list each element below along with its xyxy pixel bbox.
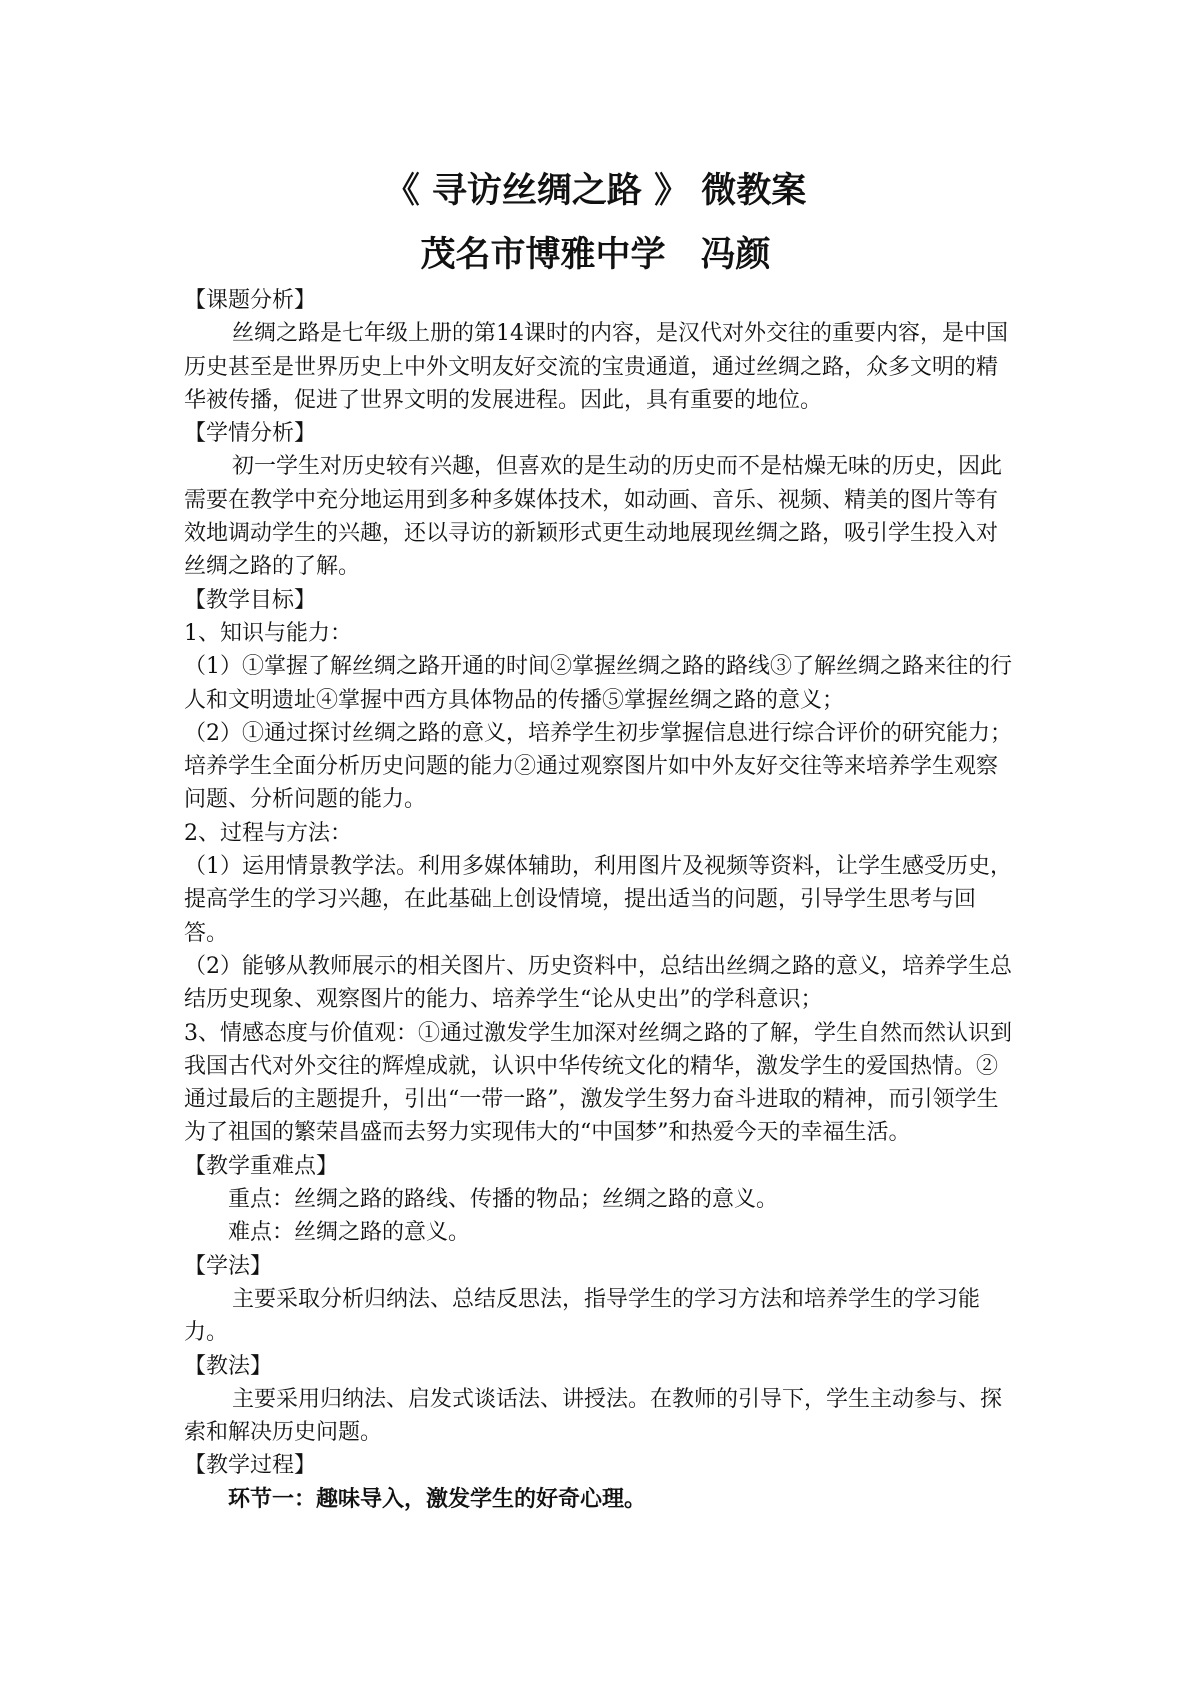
- topic-analysis-heading: 【课题分析】: [184, 288, 317, 313]
- teaching-process-heading: 【教学过程】: [184, 1453, 317, 1479]
- key-difficult-heading: 【教学重难点】: [184, 1153, 339, 1179]
- goal-attitude: 3、情感态度与价值观：①通过激发学生加深对丝绸之路的了解，学生自然而然认识到我国古代对外交往的辉煌成就，认识中华传统文化的精华，激发学生的爱国热情。②通过最后的主题提升，引出“一带一路”，激发学生努力奋斗进取的精神，而引领学生为了祖国的繁荣昌盛而去努力实现伟大的“中国梦”和热爱今天的幸福生活。: [184, 1020, 1012, 1146]
- goal-knowledge-item-2: （2）①通过探讨丝绸之路的意义，培养学生初步掌握信息进行综合评价的研究能力；培养学生全面分析历史问题的能力②通过观察图片如中外友好交往等来培养学生观察问题、分析问题的能力。: [184, 720, 1012, 813]
- document-subtitle: 茂名市博雅中学 冯颜: [420, 235, 771, 275]
- goal-process-title: 2、过程与方法：: [184, 820, 352, 846]
- goal-process-item-2: （2）能够从教师展示的相关图片、历史资料中，总结出丝绸之路的意义，培养学生总结历史现象、观察图片的能力、培养学生“论从史出”的学科意识；: [184, 953, 1012, 1013]
- topic-analysis-text: 丝绸之路是七年级上册的第14课时的内容，是汉代对外交往的重要内容，是中国历史甚至是世界历史上中外文明友好交流的宝贵通道，通过丝绸之路，众多文明的精华被传播，促进了世界文明的发展进程。因此，具有重要的地位。: [184, 321, 1008, 413]
- study-method-heading: 【学法】: [184, 1253, 273, 1279]
- teaching-goals-heading: 【教学目标】: [184, 587, 317, 613]
- teaching-method-text: 主要采用归纳法、启发式谈话法、讲授法。在教师的引导下，学生主动参与、探索和解决历史问题。: [184, 1386, 1003, 1446]
- key-point: 重点：丝绸之路的路线、传播的物品；丝绸之路的意义。: [228, 1187, 779, 1213]
- student-analysis-text: 初一学生对历史较有兴趣，但喜欢的是生动的历史而不是枯燥无味的历史，因此需要在教学中充分地运用到多种多媒体技术，如动画、音乐、视频、精美的图片等有效地调动学生的兴趣，还以寻访的新颖形式更生动地展现丝绸之路，吸引学生投入对丝绸之路的了解。: [184, 454, 1003, 580]
- goal-knowledge-item-1: （1）①掌握了解丝绸之路开通的时间②掌握丝绸之路的路线③了解丝绸之路来往的行人和文明遗址④掌握中西方具体物品的传播⑤掌握丝绸之路的意义；: [184, 654, 1012, 713]
- process-step-1: 环节一：趣味导入，激发学生的好奇心理。: [228, 1485, 647, 1512]
- teaching-method-heading: 【教法】: [184, 1353, 273, 1379]
- difficult-point: 难点：丝绸之路的意义。: [228, 1220, 471, 1246]
- student-analysis-heading: 【学情分析】: [184, 421, 317, 447]
- document-body: [184, 284, 1012, 1516]
- document-title: 《 寻访丝绸之路 》 微教案: [384, 171, 807, 211]
- study-method-text: 主要采取分析归纳法、总结反思法，指导学生的学习方法和培养学生的学习能力。: [184, 1286, 981, 1346]
- goal-knowledge-title: 1、知识与能力：: [184, 620, 352, 646]
- goal-process-item-1: （1）运用情景教学法。利用多媒体辅助，利用图片及视频等资料，让学生感受历史，提高学生的学习兴趣，在此基础上创设情境，提出适当的问题，引导学生思考与回答。: [184, 854, 1012, 946]
